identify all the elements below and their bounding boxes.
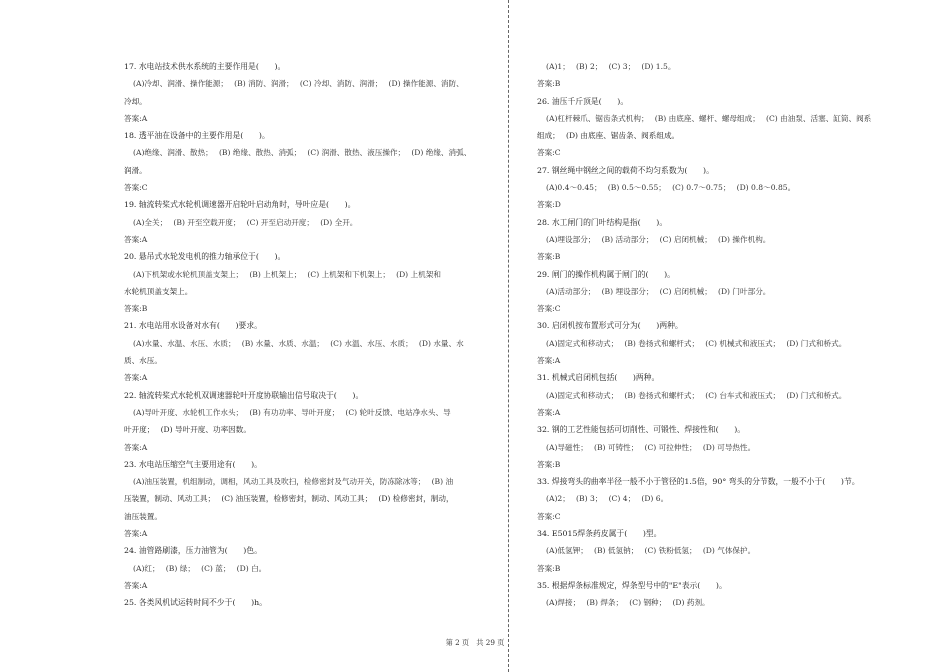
option-line: (A)埋设部分； (B) 活动部分； (C) 启闭机械； (D) 操作机构。 [546,234,771,244]
answer-line: 答案:D [537,200,561,210]
continuation-line: 压装置，制动、风动工具； (C) 油压装置，检修密封，制动、风动工具； (D) 检修密封，制动， [124,494,454,504]
option-line: (A)下机架或水轮机顶盖支架上； (B) 上机架上； (C) 上机架和下机架上； (D) 上机架和 [133,269,441,279]
option-line: (A)油压装置，机组制动，调相，风动工具及吹扫，检修密封及气动开关，防冻除冰等； (B) 油 [133,477,454,487]
question-line: 19. 轴流转桨式水轮机调速器开启轮叶启动角时，导叶应是( )。 [124,200,356,210]
option-line: (A)固定式和移动式； (B) 卷扬式和螺杆式； (C) 台车式和液压式； (D) 门式和桥式。 [546,390,847,400]
answer-line: 答案:B [537,459,561,469]
option-line: (A)活动部分； (B) 埋设部分； (C) 启闭机械； (D) 门叶部分。 [546,286,771,296]
option-line: (A)导叶开度、水轮机工作水头； (B) 有功功率、导叶开度； (C) 轮叶反馈、电站净水头、导 [133,407,451,417]
option-line: (A)水量、水温、水压、水质； (B) 水量、水质、水温； (C) 水温、水压、水质； (D) 水量、水 [133,338,464,348]
continuation-line: 油压装置。 [124,511,162,521]
answer-line: 答案:B [124,304,148,314]
question-line: 31. 机械式启闭机包括( )两种。 [537,373,660,383]
answer-line: 答案:A [537,356,561,366]
option-line: (A)2； (B) 3； (C) 4； (D) 6。 [546,494,669,504]
answer-line: 答案:A [124,442,148,452]
option-line: (A)绝缘、润滑、散热； (B) 绝缘、散热、消弧； (C) 润滑、散热、液压操作； (D) 绝缘、消弧、 [133,148,472,158]
answer-line: 答案:C [124,183,148,193]
continuation-line: 水轮机顶盖支架上。 [124,286,193,296]
question-line: 30. 启闭机按布置形式可分为( )两种。 [537,321,683,331]
question-line: 34. E5015焊条药皮属于( )型。 [537,529,662,539]
question-line: 20. 悬吊式水轮发电机的推力轴承位于( )。 [124,252,286,262]
answer-line: 答案:A [124,113,148,123]
question-line: 32. 钢的工艺性能包括可切削性、可锻性、焊接性和( )。 [537,425,746,435]
option-line: (A)焊接； (B) 焊条； (C) 钢种； (D) 药剂。 [546,598,710,608]
continuation-line: 冷却。 [124,96,147,106]
option-line: (A)导磁性； (B) 可铸性； (C) 可拉伸性； (D) 可导热性。 [546,442,756,452]
answer-line: 答案:A [537,407,561,417]
continuation-line: 组成； (D) 由底座、锯齿条、阀系组成。 [537,131,680,141]
question-line: 17. 水电站技术供水系统的主要作用是( )。 [124,62,286,71]
right-column [537,58,897,612]
fold-line [508,0,509,672]
answer-line: 答案:C [537,511,561,521]
question-line: 29. 闸门的操作机构属于闸门的( )。 [537,269,675,279]
continuation-line: 叶开度； (D) 导叶开度、功率因数。 [124,425,251,435]
page-footer: 第 2 页 共 29 页 [445,638,505,647]
option-line: (A)0.4～0.45； (B) 0.5～0.55； (C) 0.7～0.75； (D) 0.8～0.85。 [546,183,796,193]
question-line: 24. 油管路刷漆，压力油管为( )色。 [124,546,262,556]
answer-line: 答案:B [537,79,561,89]
question-line: 27. 钢丝绳中钢丝之间的载荷不均匀系数为( )。 [537,165,714,175]
question-line: 33. 焊接弯头的曲率半径一般不小于管径的1.5倍，90° 弯头的分节数，一般不小于( )节。 [537,477,860,487]
question-line: 23. 水电站压缩空气主要用途有( )。 [124,459,262,469]
answer-line: 答案:C [537,304,561,314]
option-line: (A)低氢钾； (B) 低氢钠； (C) 铁粉低氢； (D) 气体保护。 [546,546,756,556]
option-line: (A)固定式和移动式； (B) 卷扬式和螺杆式； (C) 机械式和液压式； (D) 门式和桥式。 [546,338,847,348]
question-line: 22. 轴流转桨式水轮机双调速器轮叶开度协联输出信号取决于( )。 [124,390,364,400]
option-line: (A)冷却、润滑、操作能源； (B) 消防、润滑； (C) 冷却、消防、润滑； (D) 操作能源、消防、 [133,79,464,89]
answer-line: 答案:C [537,148,561,158]
answer-line: 答案:B [537,252,561,262]
left-column [124,58,479,612]
question-line: 28. 水工闸门的门叶结构是指( )。 [537,217,668,227]
answer-line: 答案:A [124,529,148,539]
question-line: 26. 油压千斤顶是( )。 [537,96,629,106]
option-line: (A)1； (B) 2； (C) 3； (D) 1.5。 [546,62,676,71]
answer-line: 答案:A [124,580,148,590]
question-line: 35. 根据焊条标准规定，焊条型号中的"E"表示( )。 [537,580,727,590]
option-line: (A)全关； (B) 开至空载开度； (C) 开至启动开度； (D) 全开。 [133,217,358,227]
answer-line: 答案:A [124,234,148,244]
question-line: 25. 各类风机试运转时间不少于( )h。 [124,598,267,608]
answer-line: 答案:B [537,563,561,573]
answer-line: 答案:A [124,373,148,383]
question-line: 21. 水电站用水设备对水有( )要求。 [124,321,262,331]
continuation-line: 质、水压。 [124,356,162,366]
option-line: (A)杠杆棘爪、锯齿条式机构； (B) 由底座、螺杆、螺母组成； (C) 由油泵、活塞、缸筒、阀系 [546,113,872,123]
option-line: (A)红； (B) 绿； (C) 蓝； (D) 白。 [133,563,267,573]
continuation-line: 润滑。 [124,165,147,175]
question-line: 18. 透平油在设备中的主要作用是( )。 [124,131,270,141]
